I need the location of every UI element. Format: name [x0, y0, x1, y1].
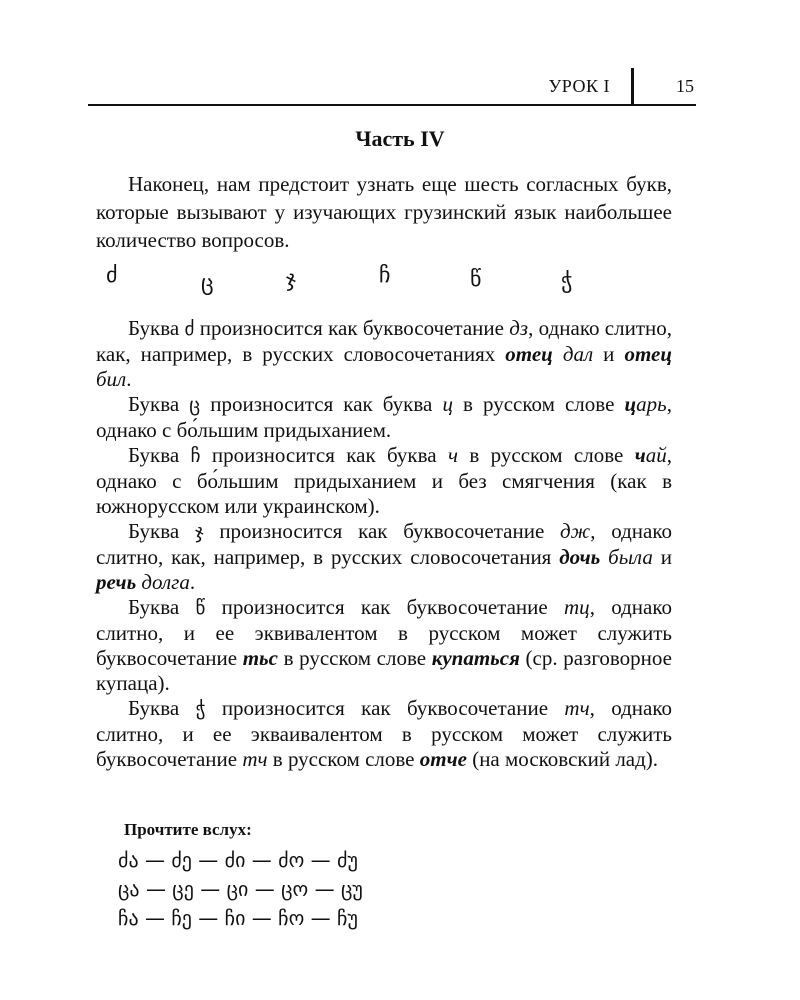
reading-exercise [118, 820, 524, 933]
exercise-row: ჩა — ჩე — ჩი — ჩო — ჩუ [118, 906, 358, 930]
lesson-label: УРОК I [548, 76, 610, 96]
letter-dz: ძ [106, 263, 118, 288]
letter-tsʼ: წ [470, 267, 482, 292]
paragraph-ch: Буква ჩ произносится как буква ч в русском слове чай, однако с бо́льшим придыханием и без смягчения (как в южнорусском или украинском). [96, 443, 672, 518]
letter-ts: ც [201, 271, 214, 296]
part-title: Часть IV [355, 126, 445, 151]
letter-j: ჯ [286, 267, 296, 292]
letter-row [96, 263, 596, 299]
paragraph-dz: Буква ძ произносится как буквосочетание дз, однако слитно, как, например, в русских словосочетаниях отец дал и отец бил. [96, 316, 672, 391]
paragraph-ts: Буква ც произносится как буква ц в русском слове царь, однако с бо́льшим придыханием. [96, 392, 672, 442]
exercise-row: ძა — ძე — ძი — ძო — ძუ [118, 848, 358, 872]
exercise-title: Прочтите вслух: [124, 820, 252, 839]
paragraph-j: Буква ჯ произносится как буквосочетание дж, однако слитно, как, например, в русских словосочетания дочь была и речь долга. [96, 519, 672, 594]
paragraph-tsʼ: Буква წ произносится как буквосочетание тц, однако слитно, и ее эквивалентом в русском может служить буквосочетание тьс в русском слове купаться (ср. разговорное купаца). [96, 595, 673, 695]
page-number: 15 [676, 76, 694, 96]
intro-paragraph: Наконец, нам предстоит узнать еще шесть согласных букв, которые вызывают у изучающих грузинский язык наибольшее количество вопросов. [96, 172, 672, 252]
running-header [88, 62, 696, 106]
letter-chʼ: ჭ [561, 269, 573, 294]
header-divider [631, 68, 634, 104]
header-rule [88, 104, 696, 106]
letter-descriptions [96, 316, 672, 772]
letter-ch: ჩ [379, 263, 391, 288]
paragraph-chʼ: Буква ჭ произносится как буквосочетание тч, однако слитно, и ее экваивалентом в русском может служить буквосочетание тч в русском слове отче (на московский лад). [96, 696, 672, 771]
exercise-row: ცა — ცე — ცი — ცო — ცუ [118, 877, 363, 901]
